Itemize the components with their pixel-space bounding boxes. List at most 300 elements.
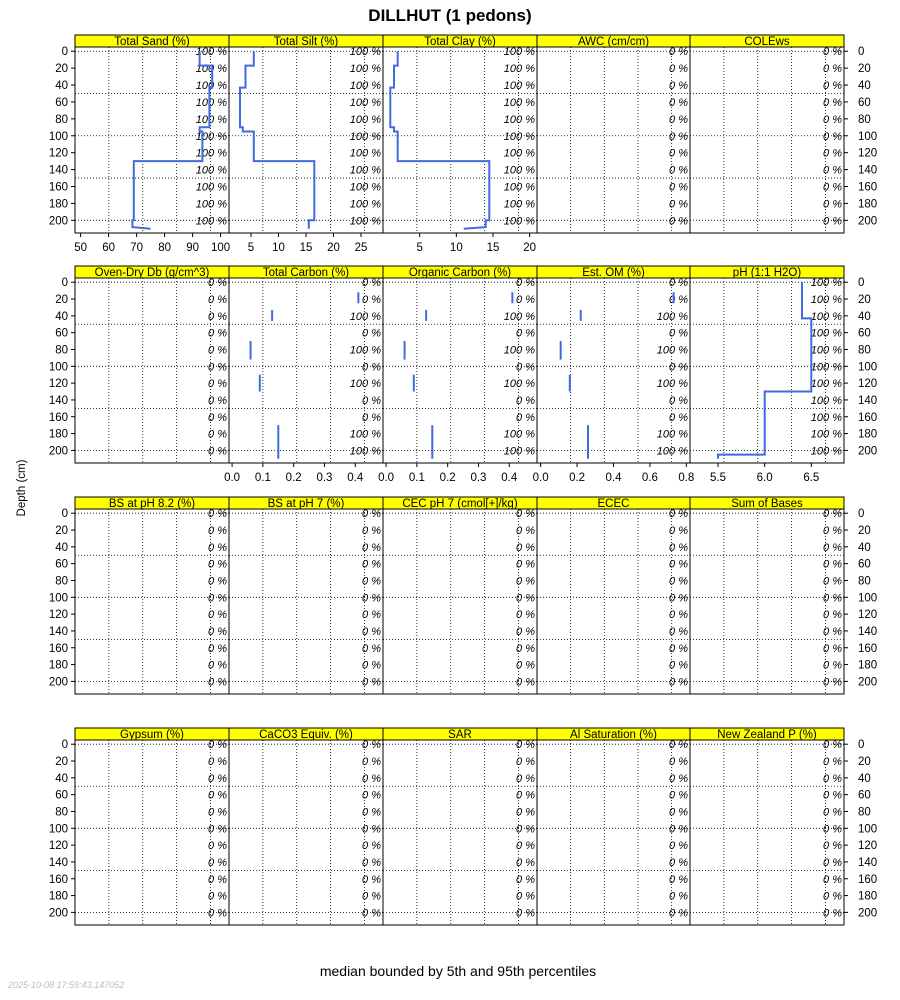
pct-label: 0 % bbox=[208, 394, 227, 407]
pct-label: 0 % bbox=[823, 508, 842, 521]
pct-label: 0 % bbox=[208, 411, 227, 424]
pct-label: 0 % bbox=[362, 907, 381, 920]
pct-label: 0 % bbox=[362, 294, 381, 307]
pct-label: 0 % bbox=[669, 277, 688, 290]
depth-tick-label: 180 bbox=[48, 428, 68, 441]
pct-label: 0 % bbox=[362, 756, 381, 769]
pct-label: 0 % bbox=[669, 525, 688, 538]
pct-label: 0 % bbox=[362, 659, 381, 672]
pct-label: 0 % bbox=[362, 873, 381, 886]
panel-title: Al Saturation (%) bbox=[570, 729, 657, 741]
panel-title: Est. OM (%) bbox=[582, 267, 645, 279]
pct-label: 0 % bbox=[669, 96, 688, 109]
pct-label: 0 % bbox=[208, 277, 227, 290]
pct-label: 0 % bbox=[669, 873, 688, 886]
panel-title: COLEws bbox=[744, 36, 790, 48]
pct-label: 0 % bbox=[823, 592, 842, 605]
x-tick-label: 0.2 bbox=[569, 472, 586, 484]
pct-label: 0 % bbox=[362, 277, 381, 290]
x-tick-label: 100 bbox=[211, 242, 231, 254]
depth-tick-label: 20 bbox=[858, 63, 871, 76]
pct-label: 0 % bbox=[823, 840, 842, 853]
pct-label: 0 % bbox=[823, 198, 842, 211]
pct-label: 0 % bbox=[516, 394, 535, 407]
panel-border bbox=[690, 47, 844, 233]
depth-tick-label: 120 bbox=[48, 147, 68, 160]
pct-label: 100 % bbox=[810, 277, 842, 290]
panel-title: Total Sand (%) bbox=[114, 36, 190, 48]
depth-tick-label: 0 bbox=[61, 277, 68, 290]
depth-tick-label: 200 bbox=[858, 676, 878, 689]
pct-label: 100 % bbox=[503, 445, 535, 458]
panel bbox=[533, 266, 695, 484]
depth-tick-label: 40 bbox=[55, 310, 68, 323]
depth-tick-label: 180 bbox=[48, 198, 68, 211]
x-tick-label: 70 bbox=[130, 242, 143, 254]
panel bbox=[690, 728, 877, 925]
x-tick-label: 5.5 bbox=[710, 472, 726, 484]
panel bbox=[49, 728, 229, 925]
pct-label: 0 % bbox=[669, 181, 688, 194]
pct-label: 100 % bbox=[810, 428, 842, 441]
depth-tick-label: 140 bbox=[48, 394, 68, 407]
depth-tick-label: 60 bbox=[55, 558, 68, 571]
pct-label: 0 % bbox=[208, 592, 227, 605]
panel bbox=[49, 497, 229, 694]
pct-label: 100 % bbox=[195, 215, 227, 228]
x-tick-label: 0.0 bbox=[532, 472, 549, 484]
pct-label: 100 % bbox=[656, 428, 688, 441]
x-tick-label: 6.5 bbox=[803, 472, 820, 484]
pct-label: 0 % bbox=[208, 445, 227, 458]
pct-label: 100 % bbox=[656, 310, 688, 323]
pct-label: 0 % bbox=[208, 840, 227, 853]
x-tick-label: 0.4 bbox=[501, 472, 518, 484]
pct-label: 100 % bbox=[349, 310, 381, 323]
depth-tick-label: 40 bbox=[858, 80, 871, 93]
pct-label: 0 % bbox=[669, 823, 688, 836]
panel bbox=[229, 497, 383, 694]
panel bbox=[49, 35, 230, 254]
pct-label: 0 % bbox=[823, 96, 842, 109]
panel bbox=[224, 266, 383, 484]
pct-label: 100 % bbox=[810, 378, 842, 391]
x-tick-label: 0.2 bbox=[439, 472, 456, 484]
pct-label: 100 % bbox=[349, 80, 381, 93]
depth-tick-label: 200 bbox=[48, 215, 68, 228]
depth-tick-label: 140 bbox=[48, 164, 68, 177]
depth-tick-label: 0 bbox=[61, 508, 68, 521]
depth-tick-label: 100 bbox=[858, 361, 878, 374]
depth-tick-label: 20 bbox=[55, 525, 68, 538]
panel-border bbox=[537, 47, 690, 233]
panel-border bbox=[690, 740, 844, 925]
timestamp: 2025-10-08 17:59:43.147052 bbox=[8, 980, 125, 990]
pct-label: 0 % bbox=[669, 411, 688, 424]
panel bbox=[690, 266, 877, 484]
depth-tick-label: 160 bbox=[858, 181, 878, 194]
pct-label: 0 % bbox=[669, 508, 688, 521]
pct-label: 0 % bbox=[208, 873, 227, 886]
pct-label: 0 % bbox=[362, 575, 381, 588]
depth-tick-label: 100 bbox=[48, 823, 68, 836]
panel-border bbox=[75, 278, 229, 463]
pct-label: 0 % bbox=[823, 63, 842, 76]
pct-label: 0 % bbox=[823, 756, 842, 769]
pct-label: 0 % bbox=[516, 676, 535, 689]
pct-label: 0 % bbox=[516, 823, 535, 836]
x-tick-label: 15 bbox=[486, 242, 500, 254]
depth-tick-label: 80 bbox=[55, 575, 68, 588]
depth-tick-label: 80 bbox=[858, 575, 871, 588]
depth-tick-label: 80 bbox=[858, 806, 871, 819]
pct-label: 100 % bbox=[349, 215, 381, 228]
x-tick-label: 0.3 bbox=[316, 472, 333, 484]
depth-tick-label: 0 bbox=[61, 739, 68, 752]
pct-label: 100 % bbox=[349, 445, 381, 458]
pct-label: 100 % bbox=[195, 80, 227, 93]
depth-tick-label: 60 bbox=[55, 789, 68, 802]
pct-label: 100 % bbox=[503, 164, 535, 177]
depth-tick-label: 60 bbox=[858, 96, 871, 109]
panel-title: Sum of Bases bbox=[731, 498, 803, 510]
pct-label: 0 % bbox=[669, 541, 688, 554]
depth-tick-label: 180 bbox=[48, 659, 68, 672]
pct-label: 0 % bbox=[362, 789, 381, 802]
pct-label: 0 % bbox=[823, 541, 842, 554]
depth-tick-label: 20 bbox=[858, 294, 871, 307]
depth-tick-label: 100 bbox=[858, 823, 878, 836]
pct-label: 0 % bbox=[362, 840, 381, 853]
pct-label: 0 % bbox=[208, 428, 227, 441]
pct-label: 0 % bbox=[516, 575, 535, 588]
pct-label: 0 % bbox=[516, 327, 535, 340]
pct-label: 100 % bbox=[810, 310, 842, 323]
profile-line bbox=[718, 282, 811, 459]
depth-tick-label: 40 bbox=[858, 772, 871, 785]
pct-label: 100 % bbox=[195, 63, 227, 76]
depth-tick-label: 20 bbox=[55, 294, 68, 307]
panel-border bbox=[537, 509, 690, 694]
pct-label: 0 % bbox=[208, 890, 227, 903]
pct-label: 0 % bbox=[208, 294, 227, 307]
pct-label: 0 % bbox=[208, 739, 227, 752]
depth-tick-label: 20 bbox=[858, 525, 871, 538]
depth-tick-label: 180 bbox=[858, 890, 878, 903]
profile-line bbox=[240, 51, 314, 229]
pct-label: 100 % bbox=[810, 411, 842, 424]
depth-tick-label: 100 bbox=[48, 130, 68, 143]
depth-tick-label: 120 bbox=[858, 378, 878, 391]
pct-label: 100 % bbox=[195, 198, 227, 211]
panel bbox=[690, 497, 877, 694]
pct-label: 0 % bbox=[669, 739, 688, 752]
depth-tick-label: 40 bbox=[858, 541, 871, 554]
panel-border bbox=[537, 740, 690, 925]
pct-label: 0 % bbox=[823, 659, 842, 672]
panel-title: CaCO3 Equiv. (%) bbox=[259, 729, 353, 741]
pct-label: 0 % bbox=[669, 575, 688, 588]
depth-tick-label: 60 bbox=[858, 327, 871, 340]
depth-tick-label: 40 bbox=[55, 541, 68, 554]
panel-title: SAR bbox=[448, 729, 472, 741]
pct-label: 0 % bbox=[362, 676, 381, 689]
pct-label: 0 % bbox=[516, 739, 535, 752]
pct-label: 0 % bbox=[823, 113, 842, 126]
pct-label: 100 % bbox=[503, 378, 535, 391]
depth-tick-label: 200 bbox=[48, 445, 68, 458]
x-tick-label: 0.0 bbox=[224, 472, 241, 484]
x-tick-label: 0.4 bbox=[605, 472, 622, 484]
pct-label: 0 % bbox=[362, 361, 381, 374]
panel-border bbox=[229, 740, 383, 925]
pct-label: 0 % bbox=[823, 215, 842, 228]
pct-label: 0 % bbox=[669, 164, 688, 177]
pct-label: 100 % bbox=[195, 113, 227, 126]
pct-label: 0 % bbox=[516, 361, 535, 374]
profile-line bbox=[390, 51, 489, 229]
panel-title: Total Clay (%) bbox=[424, 36, 496, 48]
pct-label: 0 % bbox=[669, 806, 688, 819]
depth-tick-label: 140 bbox=[48, 625, 68, 638]
pct-label: 100 % bbox=[503, 130, 535, 143]
pct-label: 100 % bbox=[349, 344, 381, 357]
pct-label: 100 % bbox=[810, 294, 842, 307]
pct-label: 100 % bbox=[195, 130, 227, 143]
pct-label: 0 % bbox=[208, 907, 227, 920]
pct-label: 0 % bbox=[823, 130, 842, 143]
depth-tick-label: 160 bbox=[48, 873, 68, 886]
pct-label: 0 % bbox=[208, 525, 227, 538]
depth-tick-label: 20 bbox=[55, 756, 68, 769]
depth-tick-label: 200 bbox=[48, 907, 68, 920]
depth-tick-label: 140 bbox=[48, 856, 68, 869]
pct-label: 0 % bbox=[823, 739, 842, 752]
x-tick-label: 10 bbox=[272, 242, 285, 254]
panel-title: Oven-Dry Db (g/cm^3) bbox=[94, 267, 210, 279]
pct-label: 100 % bbox=[349, 96, 381, 109]
pct-label: 0 % bbox=[669, 63, 688, 76]
pct-label: 0 % bbox=[208, 806, 227, 819]
depth-tick-label: 80 bbox=[858, 113, 871, 126]
pct-label: 0 % bbox=[823, 575, 842, 588]
pct-label: 0 % bbox=[669, 558, 688, 571]
depth-tick-label: 60 bbox=[55, 327, 68, 340]
depth-tick-label: 100 bbox=[48, 361, 68, 374]
pct-label: 100 % bbox=[503, 46, 535, 59]
panel-title: New Zealand P (%) bbox=[717, 729, 817, 741]
pct-label: 0 % bbox=[516, 756, 535, 769]
pct-label: 0 % bbox=[362, 806, 381, 819]
pct-label: 0 % bbox=[516, 294, 535, 307]
x-tick-label: 10 bbox=[449, 242, 463, 254]
depth-tick-label: 80 bbox=[55, 113, 68, 126]
pct-label: 0 % bbox=[823, 642, 842, 655]
pct-label: 0 % bbox=[208, 676, 227, 689]
pct-label: 100 % bbox=[810, 394, 842, 407]
pct-label: 0 % bbox=[362, 609, 381, 622]
panel-title: BS at pH 8.2 (%) bbox=[108, 498, 196, 510]
pct-label: 100 % bbox=[195, 46, 227, 59]
x-tick-label: 20 bbox=[523, 242, 537, 254]
panel bbox=[229, 728, 383, 925]
pct-label: 0 % bbox=[208, 609, 227, 622]
depth-tick-label: 0 bbox=[858, 46, 865, 59]
pct-label: 0 % bbox=[669, 642, 688, 655]
pct-label: 0 % bbox=[669, 113, 688, 126]
pct-label: 100 % bbox=[503, 80, 535, 93]
pct-label: 0 % bbox=[516, 411, 535, 424]
depth-tick-label: 60 bbox=[55, 96, 68, 109]
pct-label: 0 % bbox=[823, 856, 842, 869]
pct-label: 100 % bbox=[195, 96, 227, 109]
depth-tick-label: 140 bbox=[858, 164, 878, 177]
pct-label: 0 % bbox=[516, 541, 535, 554]
pct-label: 0 % bbox=[669, 215, 688, 228]
depth-tick-label: 120 bbox=[858, 609, 878, 622]
pct-label: 0 % bbox=[516, 789, 535, 802]
pct-label: 0 % bbox=[669, 361, 688, 374]
pct-label: 0 % bbox=[823, 625, 842, 638]
pct-label: 0 % bbox=[516, 508, 535, 521]
depth-tick-label: 180 bbox=[858, 428, 878, 441]
x-tick-label: 50 bbox=[74, 242, 87, 254]
pct-label: 0 % bbox=[669, 294, 688, 307]
depth-tick-label: 40 bbox=[55, 772, 68, 785]
depth-tick-label: 120 bbox=[48, 840, 68, 853]
pct-label: 100 % bbox=[656, 344, 688, 357]
pct-label: 0 % bbox=[516, 840, 535, 853]
pct-label: 0 % bbox=[669, 676, 688, 689]
panel bbox=[383, 728, 537, 925]
depth-tick-label: 0 bbox=[858, 277, 865, 290]
pct-label: 0 % bbox=[669, 609, 688, 622]
panel-title: AWC (cm/cm) bbox=[577, 36, 650, 48]
pct-label: 0 % bbox=[208, 625, 227, 638]
panel-title: BS at pH 7 (%) bbox=[267, 498, 345, 510]
pct-label: 100 % bbox=[503, 215, 535, 228]
pct-label: 100 % bbox=[810, 361, 842, 374]
x-tick-label: 0.1 bbox=[408, 472, 425, 484]
pct-label: 0 % bbox=[208, 310, 227, 323]
x-tick-label: 0.8 bbox=[678, 472, 695, 484]
pct-label: 100 % bbox=[503, 96, 535, 109]
depth-tick-label: 200 bbox=[48, 676, 68, 689]
panel bbox=[537, 35, 690, 233]
depth-tick-label: 0 bbox=[858, 739, 865, 752]
pct-label: 100 % bbox=[349, 113, 381, 126]
pct-label: 0 % bbox=[823, 609, 842, 622]
pct-label: 0 % bbox=[669, 592, 688, 605]
x-tick-label: 80 bbox=[158, 242, 171, 254]
panel-border bbox=[383, 509, 537, 694]
pct-label: 0 % bbox=[516, 856, 535, 869]
panel bbox=[690, 35, 877, 233]
depth-tick-label: 160 bbox=[48, 642, 68, 655]
pct-label: 100 % bbox=[503, 428, 535, 441]
pct-label: 0 % bbox=[516, 525, 535, 538]
pct-label: 0 % bbox=[362, 327, 381, 340]
depth-tick-label: 100 bbox=[48, 592, 68, 605]
panel-title: ECEC bbox=[597, 498, 630, 510]
pct-label: 0 % bbox=[362, 541, 381, 554]
figure-title: DILLHUT (1 pedons) bbox=[368, 6, 532, 25]
panel-title: Total Carbon (%) bbox=[262, 267, 350, 279]
x-tick-label: 0.4 bbox=[347, 472, 364, 484]
pct-label: 0 % bbox=[208, 772, 227, 785]
pct-label: 0 % bbox=[516, 806, 535, 819]
pct-label: 0 % bbox=[823, 46, 842, 59]
depth-tick-label: 120 bbox=[858, 840, 878, 853]
pct-label: 0 % bbox=[208, 327, 227, 340]
pct-label: 0 % bbox=[362, 394, 381, 407]
pct-label: 0 % bbox=[823, 772, 842, 785]
pct-label: 100 % bbox=[656, 445, 688, 458]
x-tick-label: 60 bbox=[102, 242, 115, 254]
pct-label: 100 % bbox=[349, 428, 381, 441]
depth-tick-label: 40 bbox=[55, 80, 68, 93]
pct-label: 100 % bbox=[503, 344, 535, 357]
pct-label: 0 % bbox=[823, 890, 842, 903]
pct-label: 0 % bbox=[516, 609, 535, 622]
pct-label: 0 % bbox=[823, 676, 842, 689]
pct-label: 0 % bbox=[208, 508, 227, 521]
x-tick-label: 15 bbox=[299, 242, 313, 254]
pct-label: 100 % bbox=[503, 310, 535, 323]
pct-label: 0 % bbox=[823, 80, 842, 93]
figure-subtitle: median bounded by 5th and 95th percentiles bbox=[319, 963, 597, 979]
x-tick-label: 90 bbox=[186, 242, 199, 254]
pct-label: 100 % bbox=[349, 164, 381, 177]
pct-label: 0 % bbox=[823, 181, 842, 194]
depth-tick-label: 140 bbox=[858, 625, 878, 638]
pct-label: 0 % bbox=[823, 907, 842, 920]
depth-tick-label: 180 bbox=[858, 659, 878, 672]
panel bbox=[537, 497, 690, 694]
depth-tick-label: 80 bbox=[55, 806, 68, 819]
pct-label: 0 % bbox=[823, 789, 842, 802]
pct-label: 100 % bbox=[195, 147, 227, 160]
x-tick-label: 5 bbox=[247, 242, 255, 254]
pct-label: 0 % bbox=[823, 525, 842, 538]
depth-tick-label: 200 bbox=[858, 215, 878, 228]
panel-title: Organic Carbon (%) bbox=[408, 267, 512, 279]
panel-border bbox=[75, 740, 229, 925]
pct-label: 0 % bbox=[208, 789, 227, 802]
x-tick-label: 0.6 bbox=[641, 472, 658, 484]
pct-label: 0 % bbox=[362, 772, 381, 785]
depth-tick-label: 180 bbox=[858, 198, 878, 211]
pct-label: 100 % bbox=[195, 164, 227, 177]
pct-label: 100 % bbox=[503, 198, 535, 211]
depth-axis-label: Depth (cm) bbox=[16, 459, 28, 517]
pct-label: 0 % bbox=[362, 823, 381, 836]
depth-tick-label: 80 bbox=[858, 344, 871, 357]
pct-label: 0 % bbox=[208, 756, 227, 769]
depth-tick-label: 80 bbox=[55, 344, 68, 357]
pct-label: 0 % bbox=[669, 625, 688, 638]
depth-tick-label: 60 bbox=[858, 789, 871, 802]
pct-label: 0 % bbox=[362, 739, 381, 752]
pct-label: 0 % bbox=[208, 541, 227, 554]
pct-label: 100 % bbox=[195, 181, 227, 194]
pct-label: 0 % bbox=[669, 772, 688, 785]
pct-label: 0 % bbox=[362, 508, 381, 521]
panel bbox=[378, 266, 537, 484]
pct-label: 0 % bbox=[516, 907, 535, 920]
pct-label: 100 % bbox=[349, 181, 381, 194]
panel-border bbox=[75, 509, 229, 694]
